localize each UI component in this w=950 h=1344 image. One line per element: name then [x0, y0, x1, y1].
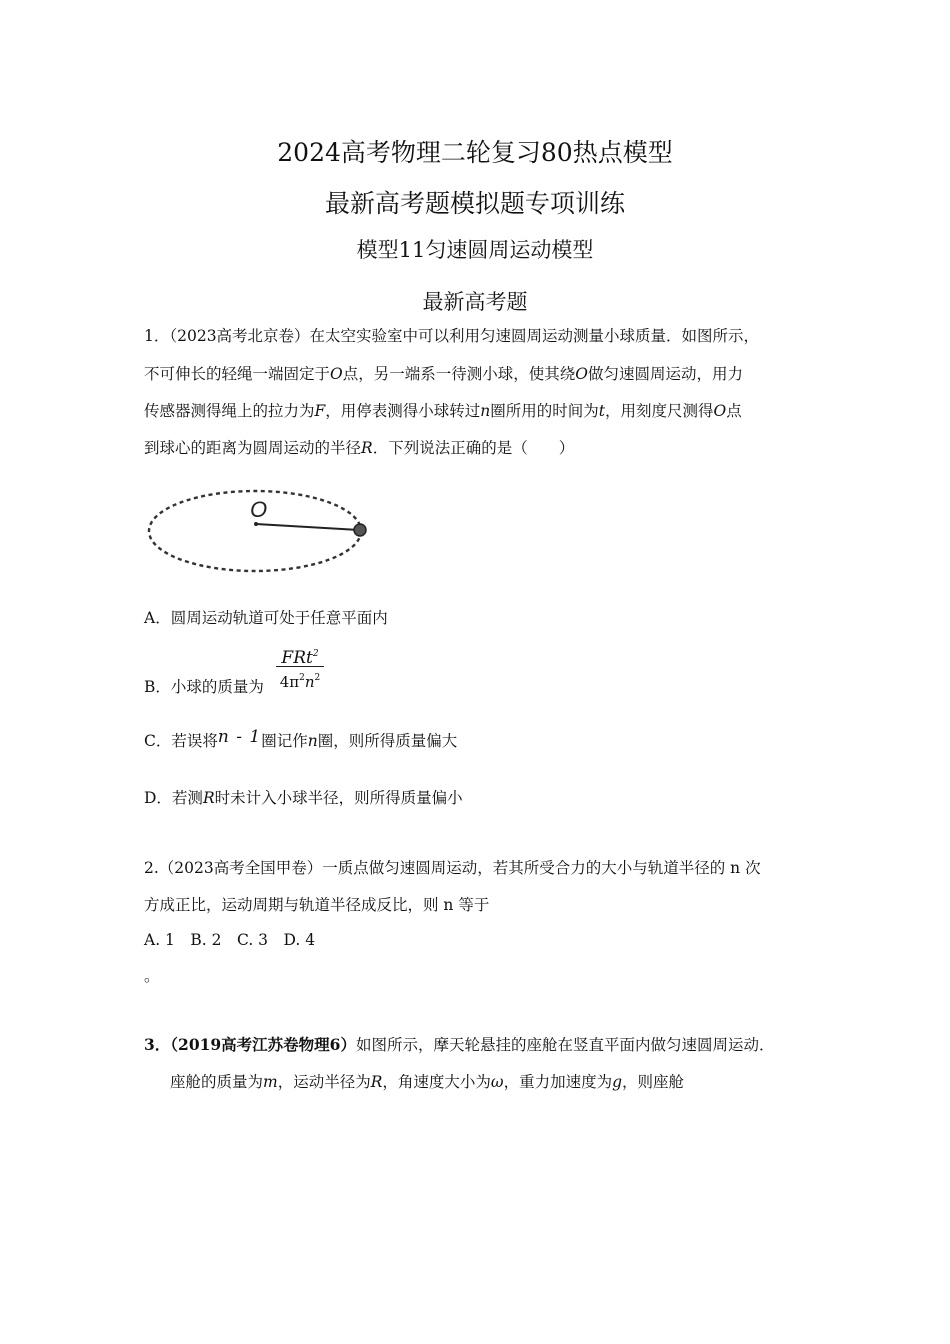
section-heading: 最新高考题 [422, 290, 528, 314]
main-title: 2024高考物理二轮复习80热点模型 [277, 138, 673, 167]
option-d: D．若测R时未计入小球半径，则所得质量偏小 [144, 789, 463, 807]
subtitle: 最新高考题模拟题专项训练 [324, 189, 625, 218]
mass-formula: FRt$^2$ $4\pi^2n^2$ [274, 643, 326, 688]
circular-motion-figure [144, 474, 374, 584]
q2-tail: 。 [144, 967, 160, 985]
option-a: A．圆周运动轨道可处于任意平面内 [144, 609, 388, 627]
option-c: C．若误将n - 1圈记作n圈，则所得质量偏大 [144, 727, 458, 750]
center-label: O [250, 497, 268, 522]
q3-line-1: 3．（2019高考江苏卷物理6）如图所示，摩天轮悬挂的座舱在竖直平面内做匀速圆周运动． [144, 1035, 775, 1054]
q1-line-3: 传感器测得绳上的拉力为F，用停表测得小球转过n圈所用的时间为t，用刻度尺测得O点 [144, 402, 742, 420]
q3-line-2: 座舱的质量为m，运动半径为R，角速度大小为ω，重力加速度为g，则座舱 [170, 1073, 685, 1091]
rope-line [256, 524, 359, 530]
option-b-label: B．小球的质量为 [144, 678, 264, 696]
q1-line-2: 不可伸长的轻绳一端固定于O点，另一端系一待测小球，使其绕O做匀速圆周运动，用力 [144, 365, 743, 383]
q2-line-1: 2.（2023高考全国甲卷）一质点做匀速圆周运动，若其所受合力的大小与轨道半径的 n 次 [144, 859, 761, 877]
q1-line-4: 到球心的距离为圆周运动的半径R．下列说法正确的是（ ） [144, 439, 575, 457]
q1-line-1: 1．（2023高考北京卷）在太空实验室中可以利用匀速圆周运动测量小球质量．如图所示， [144, 327, 760, 345]
ball [354, 524, 366, 536]
q2-line-2: 方成正比，运动周期与轨道半径成反比，则 n 等于 [144, 896, 490, 914]
model-title: 模型11匀速圆周运动模型 [356, 238, 594, 262]
q2-options: A. 1 B. 2 C. 3 D. 4 [144, 931, 316, 949]
